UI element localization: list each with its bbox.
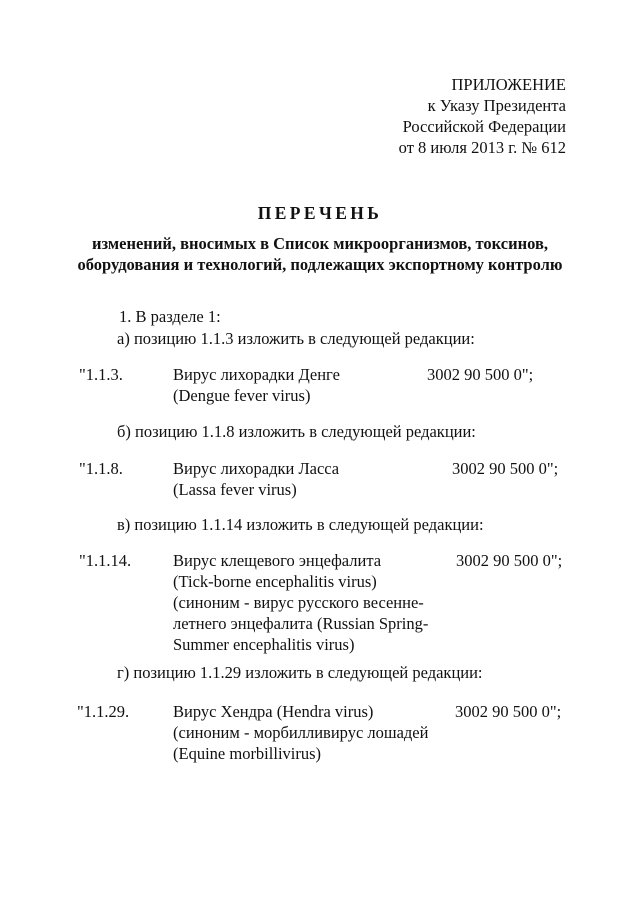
instruction-a: а) позицию 1.1.3 изложить в следующей редакции:: [117, 329, 475, 348]
entry-line: (синоним - морбилливирус лошадей: [173, 723, 429, 742]
entry-line: (синоним - вирус русского весенне-: [173, 593, 424, 612]
entry-line: Summer encephalitis virus): [173, 635, 355, 654]
entry-description: [173, 458, 433, 500]
entry-line: (Lassa fever virus): [173, 480, 297, 499]
entry-line: (Tick-borne encephalitis virus): [173, 572, 377, 591]
entry-line: (Dengue fever virus): [173, 386, 311, 405]
entry-number: "1.1.29.: [77, 702, 130, 721]
section-heading: 1. В разделе 1:: [119, 307, 221, 326]
instruction-d: г) позицию 1.1.29 изложить в следующей редакции:: [117, 663, 483, 682]
entry-code: 3002 90 500 0";: [452, 459, 559, 478]
entry-number: "1.1.14.: [79, 551, 132, 570]
appendix-country: Российской Федерации: [402, 117, 566, 136]
entry-description: [173, 701, 433, 764]
entry-number: "1.1.3.: [79, 365, 123, 384]
entry-line: Вирус клещевого энцефалита: [173, 551, 382, 570]
entry-line: летнего энцефалита (Russian Spring-: [173, 614, 429, 633]
entry-description: [173, 364, 433, 406]
appendix-header: [380, 74, 566, 158]
entry-code: 3002 90 500 0";: [456, 551, 563, 570]
instruction-b: б) позицию 1.1.8 изложить в следующей редакции:: [117, 422, 476, 441]
entry-code: 3002 90 500 0";: [427, 365, 534, 384]
entry-description: [173, 550, 433, 655]
appendix-decree-ref: к Указу Президента: [427, 96, 566, 115]
instruction-c: в) позицию 1.1.14 изложить в следующей редакции:: [117, 515, 484, 534]
entry-line: Вирус лихорадки Ласса: [173, 459, 340, 478]
document-title: ПЕРЕЧЕНЬ: [257, 203, 383, 223]
appendix-label: ПРИЛОЖЕНИЕ: [451, 75, 566, 94]
entry-line: Вирус лихорадки Денге: [173, 365, 340, 384]
document-subtitle: [0, 233, 640, 275]
subtitle-line-1: изменений, вносимых в Список микроорганизмов, токсинов,: [92, 234, 548, 253]
appendix-date-number: от 8 июля 2013 г. № 612: [398, 138, 566, 157]
entry-code: 3002 90 500 0";: [455, 702, 562, 721]
entry-line: Вирус Хендра (Hendra virus): [173, 702, 374, 721]
subtitle-line-2: оборудования и технологий, подлежащих экспортному контролю: [77, 255, 563, 274]
entry-line: (Equine morbillivirus): [173, 744, 322, 763]
entry-number: "1.1.8.: [79, 459, 123, 478]
